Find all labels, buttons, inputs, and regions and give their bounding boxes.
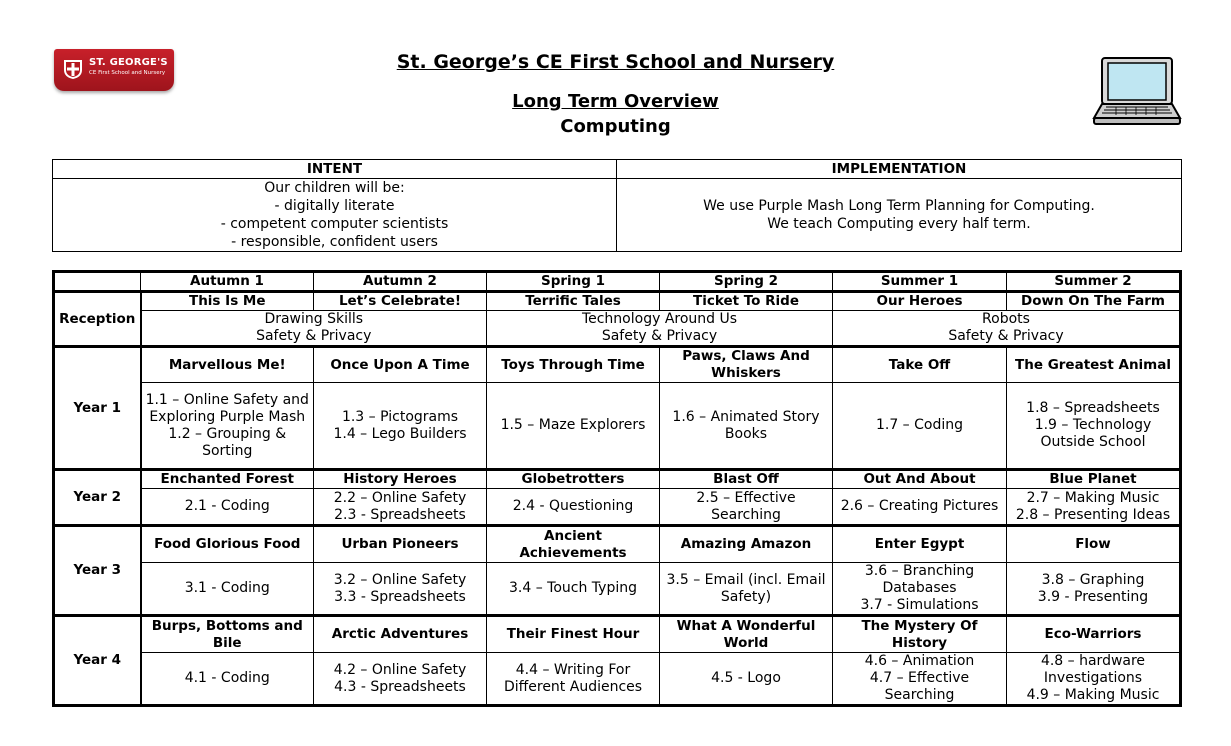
- unit-line: 1.4 – Lego Builders: [333, 425, 467, 442]
- topic-cell: Ticket To Ride: [660, 292, 833, 311]
- term-header: Autumn 2: [314, 272, 487, 292]
- topic-cell: Down On The Farm: [1007, 292, 1181, 311]
- intent-implementation-table: [52, 159, 1182, 252]
- unit-cell: [833, 489, 1007, 526]
- unit-cell: [660, 489, 833, 526]
- logo-subtitle: CE First School and Nursery: [89, 70, 166, 76]
- year-4-unit-row: [54, 653, 1181, 706]
- year-label: Year 2: [54, 470, 141, 526]
- term-header: Spring 2: [660, 272, 833, 292]
- unit-line: 2.6 – Creating Pictures: [840, 498, 999, 514]
- unit-line: 4.2 – Online Safety: [333, 661, 467, 678]
- intent-line: - digitally literate: [274, 198, 395, 214]
- intent-line: - competent computer scientists: [220, 216, 449, 232]
- topic-cell: Globetrotters: [487, 470, 660, 489]
- topic-cell: The Mystery Of History: [833, 616, 1007, 653]
- unit-line: Safety & Privacy: [948, 328, 1064, 344]
- intent-line: Our children will be:: [264, 180, 405, 196]
- implementation-line: We teach Computing every half term.: [767, 216, 1031, 232]
- topic-cell: Flow: [1007, 526, 1181, 563]
- year-3-unit-row: [54, 563, 1181, 616]
- unit-line: 4.3 - Spreadsheets: [334, 678, 466, 695]
- topic-cell: Their Finest Hour: [487, 616, 660, 653]
- topic-cell: Amazing Amazon: [660, 526, 833, 563]
- topic-cell: Ancient Achievements: [487, 526, 660, 563]
- unit-cell: [487, 489, 660, 526]
- topic-cell: Paws, Claws And Whiskers: [660, 347, 833, 383]
- unit-line: 4.5 - Logo: [711, 670, 781, 686]
- unit-line: Safety & Privacy: [601, 328, 718, 344]
- unit-line: 3.9 - Presenting: [1037, 588, 1149, 605]
- year-1-topic-row: [54, 347, 1181, 383]
- unit-line: 1.5 – Maze Explorers: [500, 417, 646, 433]
- topic-cell: Urban Pioneers: [314, 526, 487, 563]
- topic-cell: Let’s Celebrate!: [314, 292, 487, 311]
- year-label: Year 3: [54, 526, 141, 616]
- reception-topic-row: [54, 292, 1181, 311]
- unit-line: Safety & Privacy: [256, 328, 372, 344]
- unit-line: Robots: [982, 311, 1030, 327]
- unit-cell: [314, 563, 487, 616]
- topic-cell: Eco-Warriors: [1007, 616, 1181, 653]
- unit-cell: [141, 311, 487, 347]
- topic-cell: Enter Egypt: [833, 526, 1007, 563]
- topic-cell: Burps, Bottoms and Bile: [141, 616, 314, 653]
- unit-cell: [1007, 489, 1181, 526]
- topic-cell: Terrific Tales: [487, 292, 660, 311]
- implementation-line: We use Purple Mash Long Term Planning for Computing.: [703, 198, 1095, 214]
- topic-cell: What A Wonderful World: [660, 616, 833, 653]
- unit-cell: [833, 383, 1007, 470]
- year-2-topic-row: [54, 470, 1181, 489]
- unit-cell: [660, 653, 833, 706]
- term-header: Summer 2: [1007, 272, 1181, 292]
- subject-title: Computing: [560, 116, 671, 137]
- intent-text: [53, 179, 617, 252]
- intent-heading: INTENT: [53, 160, 617, 179]
- unit-cell: [660, 563, 833, 616]
- unit-line: 1.6 – Animated Story Books: [672, 408, 820, 442]
- unit-line: 3.2 – Online Safety: [333, 571, 467, 588]
- unit-cell: [1007, 383, 1181, 470]
- unit-cell: [141, 563, 314, 616]
- year-label: Reception: [54, 292, 141, 347]
- laptop-icon: [1092, 55, 1182, 127]
- unit-cell: [833, 311, 1181, 347]
- unit-cell: [833, 563, 1007, 616]
- topic-cell: Out And About: [833, 470, 1007, 489]
- unit-line: 1.1 – Online Safety and Exploring Purple Mash: [145, 391, 309, 425]
- topic-cell: Arctic Adventures: [314, 616, 487, 653]
- logo-name: ST. GEORGE'S: [89, 57, 168, 68]
- unit-line: 1.3 – Pictograms: [341, 408, 459, 425]
- unit-line: 3.5 – Email (incl. Email Safety): [666, 571, 826, 605]
- unit-line: 4.8 – hardware Investigations: [1040, 653, 1146, 686]
- long-term-overview-table: [52, 270, 1182, 707]
- unit-line: 2.2 – Online Safety: [333, 489, 467, 506]
- implementation-heading: IMPLEMENTATION: [617, 160, 1182, 179]
- implementation-text: [617, 179, 1182, 252]
- unit-cell: [314, 489, 487, 526]
- unit-line: 3.6 – Branching Databases: [864, 563, 975, 596]
- unit-cell: [1007, 563, 1181, 616]
- topic-cell: Marvellous Me!: [141, 347, 314, 383]
- unit-cell: [660, 383, 833, 470]
- unit-line: 2.5 – Effective Searching: [696, 489, 796, 523]
- corner-cell: [54, 272, 141, 292]
- unit-line: 2.3 - Spreadsheets: [334, 506, 466, 523]
- unit-cell: [487, 383, 660, 470]
- unit-line: 1.2 – Grouping & Sorting: [168, 425, 287, 459]
- unit-cell: [141, 489, 314, 526]
- unit-line: 4.9 – Making Music: [1026, 687, 1160, 703]
- unit-cell: [314, 653, 487, 706]
- unit-cell: [487, 653, 660, 706]
- unit-cell: [833, 653, 1007, 706]
- topic-cell: Take Off: [833, 347, 1007, 383]
- document-title: Long Term Overview: [512, 91, 719, 112]
- unit-line: 3.7 - Simulations: [860, 597, 979, 613]
- term-header-row: [54, 272, 1181, 292]
- unit-line: 2.7 – Making Music: [1026, 489, 1160, 506]
- unit-line: 1.8 – Spreadsheets: [1026, 400, 1160, 416]
- unit-line: 4.4 – Writing For Different Audiences: [503, 661, 643, 695]
- year-label: Year 4: [54, 616, 141, 706]
- topic-cell: Enchanted Forest: [141, 470, 314, 489]
- year-2-unit-row: [54, 489, 1181, 526]
- unit-cell: [1007, 653, 1181, 706]
- term-header: Summer 1: [833, 272, 1007, 292]
- year-3-topic-row: [54, 526, 1181, 563]
- year-label: Year 1: [54, 347, 141, 470]
- unit-line: 4.7 – Effective Searching: [869, 670, 970, 703]
- unit-line: 3.3 - Spreadsheets: [334, 588, 466, 605]
- term-header: Autumn 1: [141, 272, 314, 292]
- unit-cell: [141, 383, 314, 470]
- unit-line: 2.4 - Questioning: [512, 498, 634, 514]
- topic-cell: This Is Me: [141, 292, 314, 311]
- topic-cell: Blue Planet: [1007, 470, 1181, 489]
- unit-cell: [314, 383, 487, 470]
- intent-line: - responsible, confident users: [231, 234, 438, 250]
- topic-cell: Once Upon A Time: [314, 347, 487, 383]
- topic-cell: The Greatest Animal: [1007, 347, 1181, 383]
- term-header: Spring 1: [487, 272, 660, 292]
- unit-line: 2.1 - Coding: [184, 498, 270, 514]
- unit-line: 4.6 – Animation: [864, 653, 975, 669]
- unit-line: 2.8 – Presenting Ideas: [1015, 506, 1171, 523]
- topic-cell: Toys Through Time: [487, 347, 660, 383]
- unit-cell: [141, 653, 314, 706]
- unit-line: Drawing Skills: [264, 311, 364, 327]
- unit-line: 3.1 - Coding: [184, 580, 270, 596]
- unit-cell: [487, 311, 833, 347]
- unit-line: 3.4 – Touch Typing: [509, 580, 637, 596]
- topic-cell: Blast Off: [660, 470, 833, 489]
- year-1-unit-row: [54, 383, 1181, 470]
- unit-line: 1.9 – Technology Outside School: [1034, 417, 1152, 450]
- year-4-topic-row: [54, 616, 1181, 653]
- topic-cell: Our Heroes: [833, 292, 1007, 311]
- unit-line: Technology Around Us: [581, 311, 738, 327]
- school-name: St. George’s CE First School and Nursery: [396, 51, 835, 73]
- unit-line: 3.8 – Graphing: [1041, 571, 1145, 588]
- unit-line: 1.7 – Coding: [875, 417, 964, 433]
- topic-cell: History Heroes: [314, 470, 487, 489]
- topic-cell: Food Glorious Food: [141, 526, 314, 563]
- unit-cell: [487, 563, 660, 616]
- reception-content-row: [54, 311, 1181, 347]
- unit-line: 4.1 - Coding: [184, 670, 270, 686]
